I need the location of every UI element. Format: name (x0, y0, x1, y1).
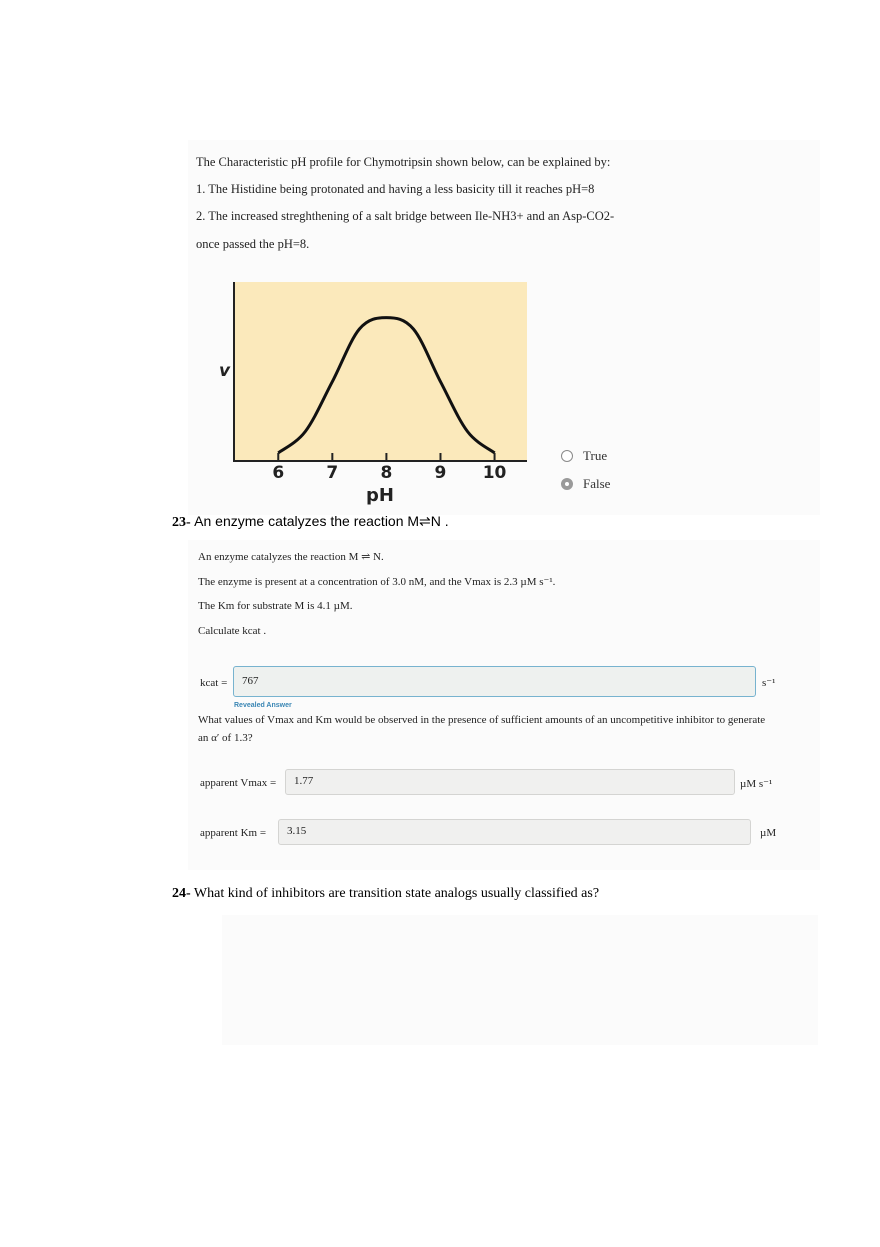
km-unit: µM (760, 827, 777, 839)
x-tick-label: 8 (380, 463, 393, 483)
q24-number: 24- (172, 886, 191, 901)
vmax-input[interactable]: 1.77 (285, 769, 735, 795)
x-axis-label: pH (366, 485, 394, 506)
kcat-unit: s⁻¹ (762, 677, 776, 689)
vmax-label: apparent Vmax = (200, 777, 277, 789)
km-input[interactable]: 3.15 (278, 819, 751, 845)
radio-true[interactable] (561, 450, 573, 462)
q22-item1: 1. The Histidine being protonated and having a less basicity till it reaches pH=8 (196, 182, 595, 196)
q22-item2: 2. The increased streghthening of a salt bridge between Ile-NH3+ and an Asp-CO2- (196, 209, 615, 223)
q22-item2-cont: once passed the pH=8. (196, 237, 310, 251)
x-tick-label: 6 (272, 463, 285, 483)
km-label: apparent Km = (200, 827, 267, 839)
vmax-unit: µM s⁻¹ (740, 778, 773, 790)
option-false[interactable] (561, 476, 610, 492)
revealed-answer-label: Revealed Answer (234, 702, 292, 709)
option-true-label: True (583, 448, 608, 463)
q23-line3: The Km for substrate M is 4.1 µM. (198, 600, 353, 612)
kcat-input[interactable]: 767 (233, 666, 756, 697)
q23-number: 23- (172, 515, 191, 530)
x-tick-label: 7 (326, 463, 339, 483)
q23-line2: The enzyme is present at a concentration of 3.0 nM, and the Vmax is 2.3 µM s⁻¹. (198, 576, 556, 588)
y-axis-label: v (219, 361, 231, 381)
q23-text: An enzyme catalyzes the reaction M⇌N . (194, 513, 449, 529)
x-tick-label: 9 (434, 463, 447, 483)
option-true[interactable] (561, 448, 607, 464)
q24-text: What kind of inhibitors are transition state analogs usually classified as? (193, 886, 600, 901)
q23-line4: Calculate kcat . (198, 625, 267, 637)
q23-followup: What values of Vmax and Km would be observed in the presence of sufficient amounts of an uncompetitive inhibitor to generate an α′ of 1.3? (198, 714, 766, 744)
q24-header (172, 886, 599, 902)
kcat-label: kcat = (200, 677, 228, 689)
q23-line1: An enzyme catalyzes the reaction M ⇌ N. (198, 551, 384, 563)
ph-profile-chart (215, 275, 535, 510)
q22-intro: The Characteristic pH profile for Chymotripsin shown below, can be explained by: (196, 155, 611, 169)
q23-header (172, 513, 449, 531)
plot-background (235, 282, 527, 460)
radio-false[interactable] (561, 478, 573, 490)
option-false-label: False (583, 476, 611, 491)
x-tick-label: 10 (482, 463, 507, 483)
scan-panel-q24 (222, 915, 818, 1045)
